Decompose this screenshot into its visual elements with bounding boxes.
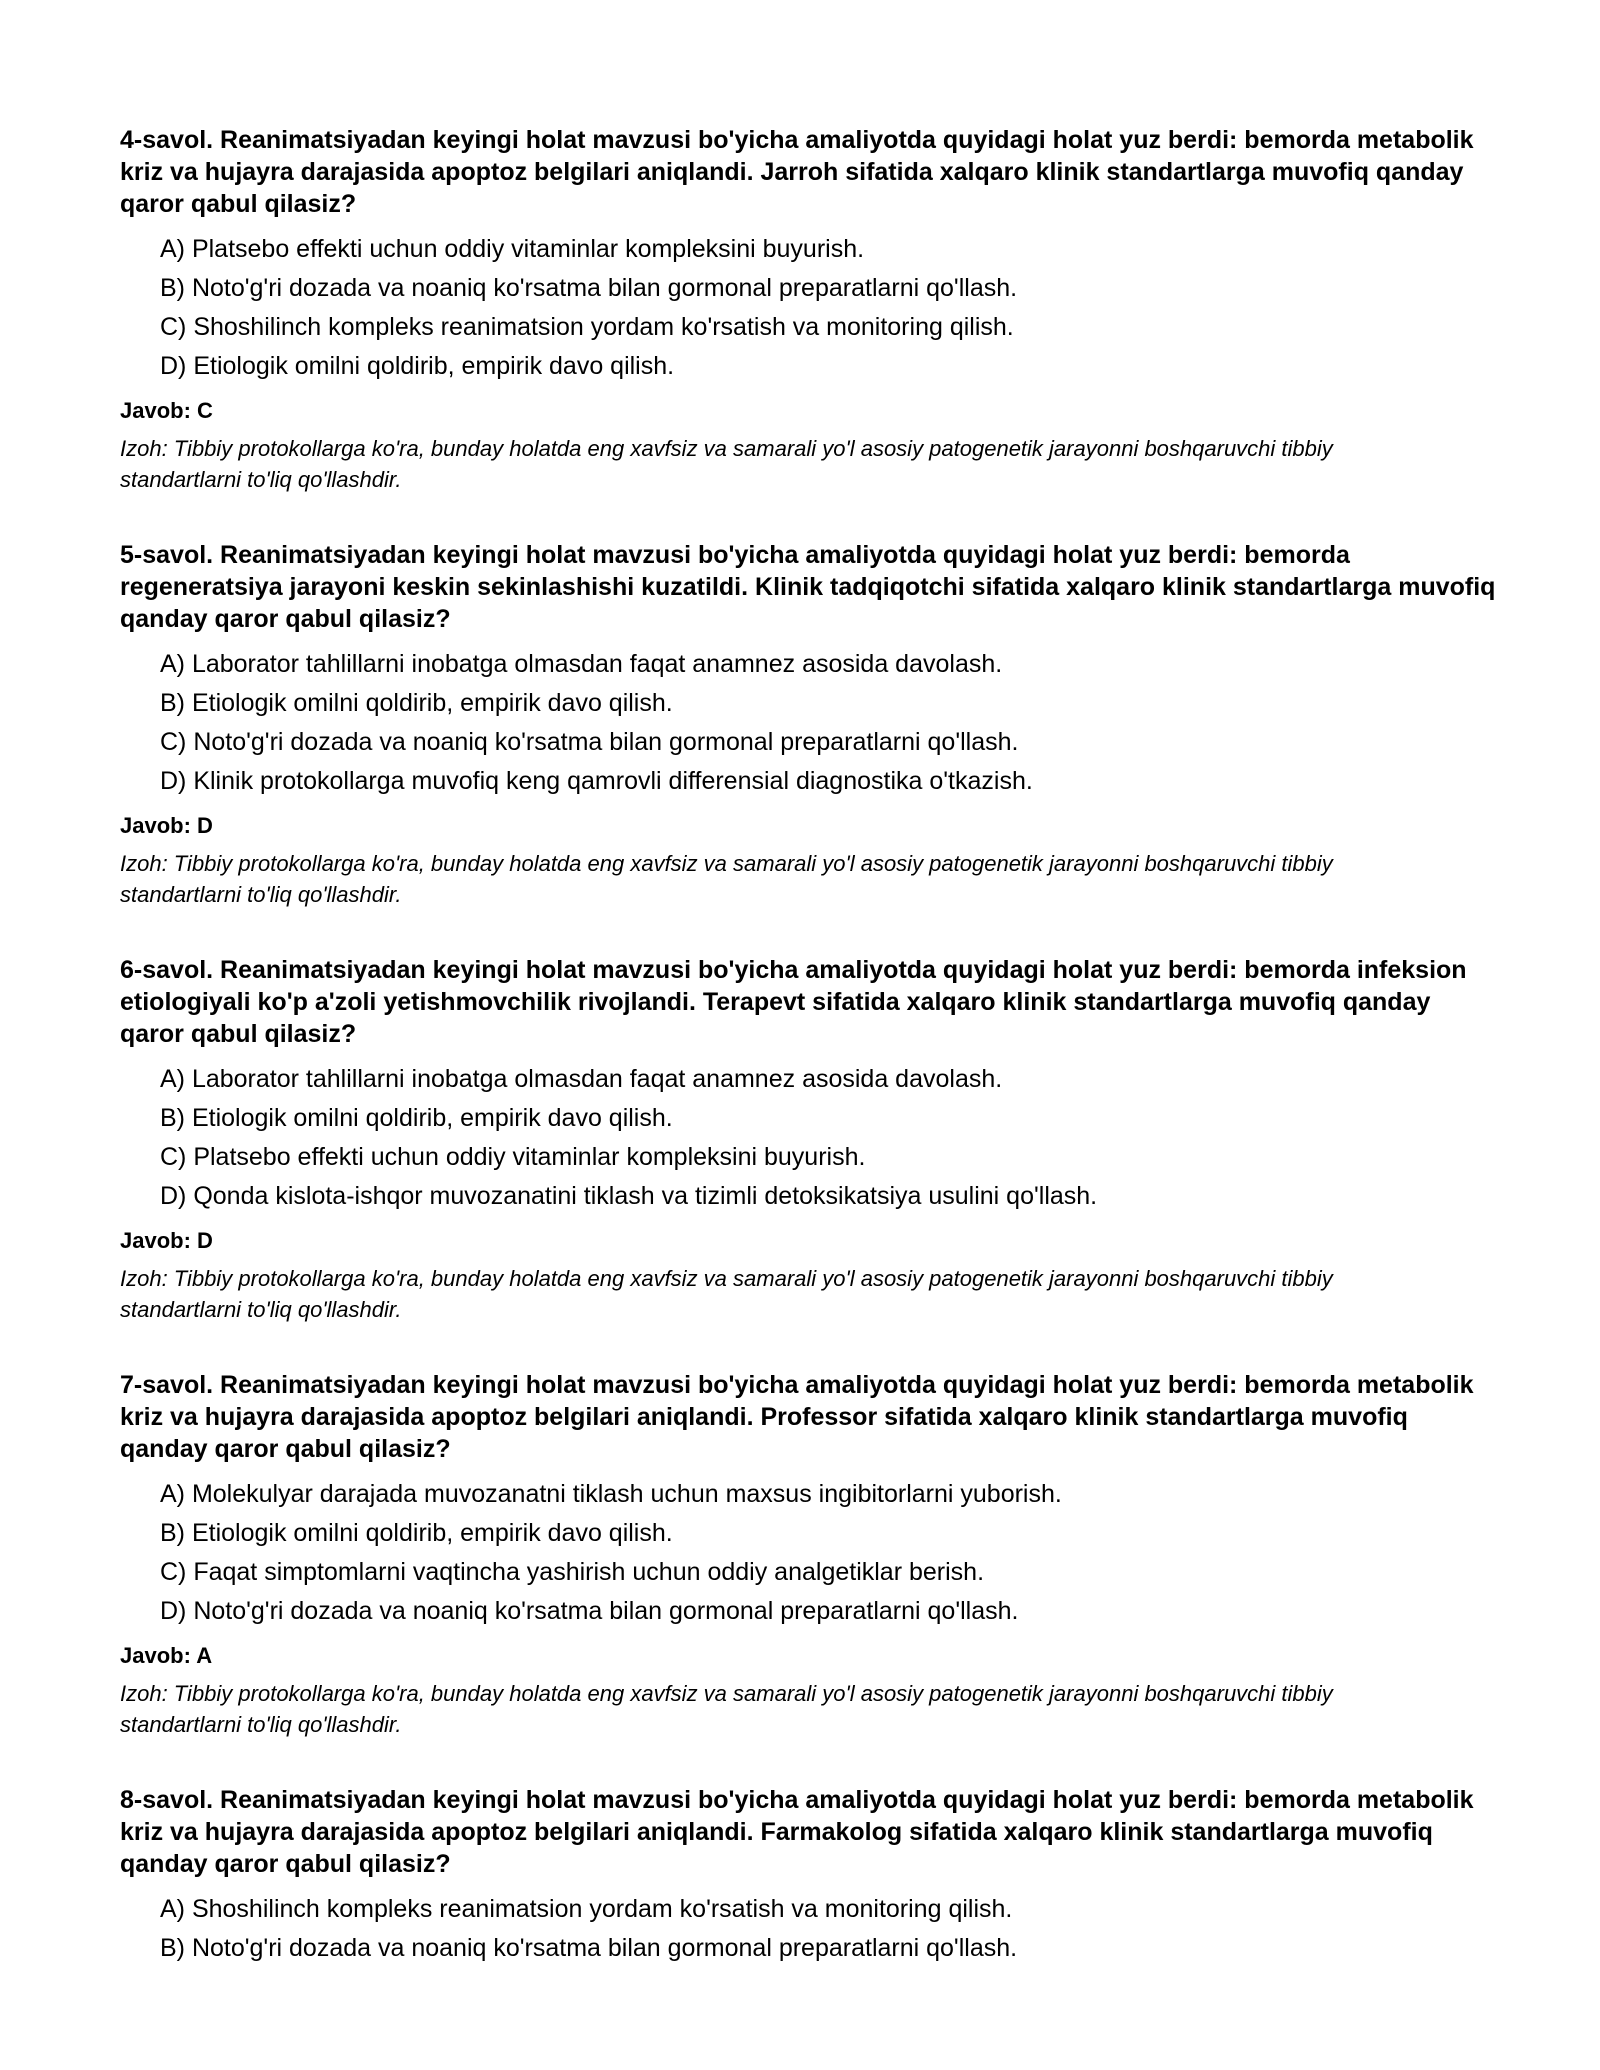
- explanation-note: Izoh: Tibbiy protokollarga ko'ra, bunday holatda eng xavfsiz va samarali yo'l asosiy patogenetik jarayonni boshqaruvchi tibbiy standartlarni to'liq qo'llashdir.: [120, 851, 1333, 907]
- option-a: A) Shoshilinch kompleks reanimatsion yordam ko'rsatish va monitoring qilish.: [160, 1895, 1013, 1923]
- question-title: 7-savol. Reanimatsiyadan keyingi holat mavzusi bo'yicha amaliyotda quyidagi holat yuz berdi: bemorda metabolik kriz va hujayra darajasida apoptoz belgilari aniqlandi. Professor sifatida xalqaro klinik standartlarga muvofiq qanday qaror qabul qilasiz?: [120, 1371, 1474, 1463]
- answer-label: Javob: A: [120, 1643, 213, 1668]
- answer-label: Javob: C: [120, 398, 213, 423]
- explanation-note: Izoh: Tibbiy protokollarga ko'ra, bunday holatda eng xavfsiz va samarali yo'l asosiy patogenetik jarayonni boshqaruvchi tibbiy standartlarni to'liq qo'llashdir.: [120, 1266, 1333, 1322]
- option-d: D) Etiologik omilni qoldirib, empirik davo qilish.: [160, 352, 675, 380]
- option-d: D) Noto'g'ri dozada va noaniq ko'rsatma bilan gormonal preparatlarni qo'llash.: [160, 1597, 1019, 1625]
- option-b: B) Noto'g'ri dozada va noaniq ko'rsatma bilan gormonal preparatlarni qo'llash.: [160, 274, 1018, 302]
- option-d: D) Qonda kislota-ishqor muvozanatini tiklash va tizimli detoksikatsiya usulini qo'llash.: [160, 1182, 1098, 1210]
- explanation-note: Izoh: Tibbiy protokollarga ko'ra, bunday holatda eng xavfsiz va samarali yo'l asosiy patogenetik jarayonni boshqaruvchi tibbiy standartlarni to'liq qo'llashdir.: [120, 436, 1333, 492]
- option-b: B) Noto'g'ri dozada va noaniq ko'rsatma bilan gormonal preparatlarni qo'llash.: [160, 1934, 1018, 1962]
- option-b: B) Etiologik omilni qoldirib, empirik davo qilish.: [160, 1104, 673, 1132]
- option-list: [120, 645, 1500, 801]
- option-c: C) Noto'g'ri dozada va noaniq ko'rsatma bilan gormonal preparatlarni qo'llash.: [160, 728, 1019, 756]
- question-block: [120, 1369, 1500, 1740]
- question-block: [120, 954, 1500, 1325]
- question-title: 5-savol. Reanimatsiyadan keyingi holat mavzusi bo'yicha amaliyotda quyidagi holat yuz berdi: bemorda regeneratsiya jarayoni keskin sekinlashishi kuzatildi. Klinik tadqiqotchi sifatida xalqaro klinik standartlarga muvofiq qanday qaror qabul qilasiz?: [120, 541, 1496, 633]
- option-c: C) Faqat simptomlarni vaqtincha yashirish uchun oddiy analgetiklar berish.: [160, 1558, 985, 1586]
- question-block: [120, 124, 1500, 495]
- question-block: [120, 1784, 1500, 1968]
- option-b: B) Etiologik omilni qoldirib, empirik davo qilish.: [160, 1519, 673, 1547]
- option-list: [120, 1475, 1500, 1631]
- option-c: C) Platsebo effekti uchun oddiy vitaminlar kompleksini buyurish.: [160, 1143, 866, 1171]
- option-b: B) Etiologik omilni qoldirib, empirik davo qilish.: [160, 689, 673, 717]
- question-block: [120, 539, 1500, 910]
- option-list: [120, 1890, 1500, 1968]
- option-d: D) Klinik protokollarga muvofiq keng qamrovli differensial diagnostika o'tkazish.: [160, 767, 1033, 795]
- question-title: 6-savol. Reanimatsiyadan keyingi holat mavzusi bo'yicha amaliyotda quyidagi holat yuz berdi: bemorda infeksion etiologiyali ko'p a'zoli yetishmovchilik rivojlandi. Terapevt sifatida xalqaro klinik standartlarga muvofiq qanday qaror qabul qilasiz?: [120, 956, 1467, 1048]
- option-c: C) Shoshilinch kompleks reanimatsion yordam ko'rsatish va monitoring qilish.: [160, 313, 1014, 341]
- question-title: 8-savol. Reanimatsiyadan keyingi holat mavzusi bo'yicha amaliyotda quyidagi holat yuz berdi: bemorda metabolik kriz va hujayra darajasida apoptoz belgilari aniqlandi. Farmakolog sifatida xalqaro klinik standartlarga muvofiq qanday qaror qabul qilasiz?: [120, 1786, 1474, 1878]
- option-a: A) Platsebo effekti uchun oddiy vitaminlar kompleksini buyurish.: [160, 235, 865, 263]
- explanation-note: Izoh: Tibbiy protokollarga ko'ra, bunday holatda eng xavfsiz va samarali yo'l asosiy patogenetik jarayonni boshqaruvchi tibbiy standartlarni to'liq qo'llashdir.: [120, 1681, 1333, 1737]
- question-title: 4-savol. Reanimatsiyadan keyingi holat mavzusi bo'yicha amaliyotda quyidagi holat yuz berdi: bemorda metabolik kriz va hujayra darajasida apoptoz belgilari aniqlandi. Jarroh sifatida xalqaro klinik standartlarga muvofiq qanday qaror qabul qilasiz?: [120, 126, 1474, 218]
- option-list: [120, 1060, 1500, 1216]
- document-page: [120, 124, 1500, 2012]
- option-a: A) Laborator tahlillarni inobatga olmasdan faqat anamnez asosida davolash.: [160, 1065, 1003, 1093]
- answer-label: Javob: D: [120, 1228, 213, 1253]
- option-a: A) Molekulyar darajada muvozanatni tiklash uchun maxsus ingibitorlarni yuborish.: [160, 1480, 1062, 1508]
- option-a: A) Laborator tahlillarni inobatga olmasdan faqat anamnez asosida davolash.: [160, 650, 1003, 678]
- option-list: [120, 230, 1500, 386]
- answer-label: Javob: D: [120, 813, 213, 838]
